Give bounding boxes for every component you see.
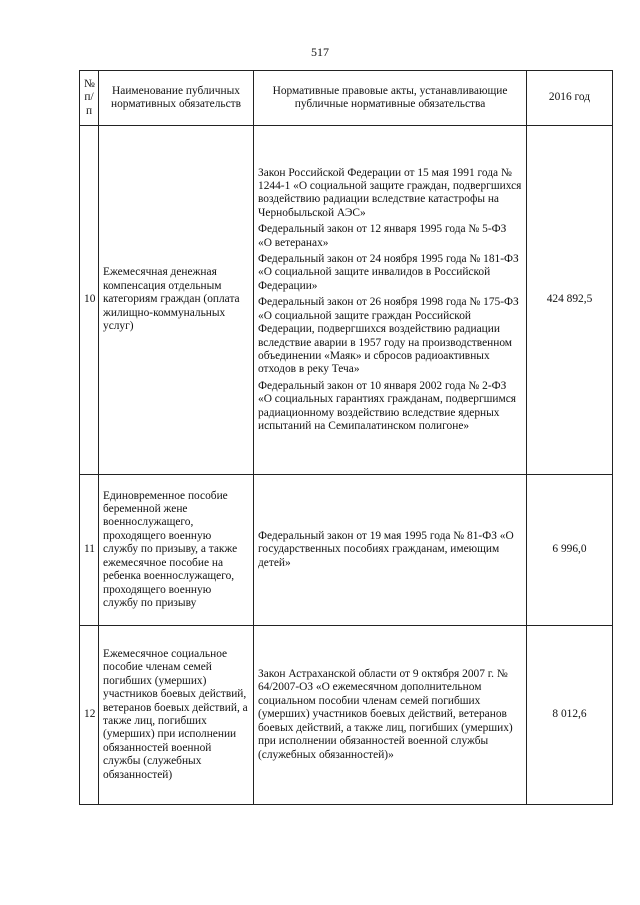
- header-obligation-name: Наименование публичных нормативных обязательств: [99, 71, 254, 126]
- legal-act: Закон Российской Федерации от 15 мая 1991 года № 1244-1 «О социальной защите граждан, подвергшихся воздействию радиации вследствие катастрофы на Чернобыльской АЭС»: [258, 166, 522, 219]
- legal-act: Федеральный закон от 24 ноября 1995 года № 181-ФЗ «О социальной защите инвалидов в Российской Федерации»: [258, 253, 519, 292]
- obligations-table: [79, 70, 613, 805]
- obligation-name: Ежемесячное социальное пособие членам семей погибших (умерших) участников боевых действий, ветеранов боевых действий, а также лиц, погибших (умерших) при исполнении обязанностей военной службы (служебных обязанностей): [99, 626, 254, 805]
- header-number: № п/п: [80, 71, 99, 126]
- table-row: [80, 126, 613, 475]
- legal-act: Федеральный закон от 12 января 1995 года № 5-ФЗ «О ветеранах»: [258, 223, 507, 249]
- page-number: 517: [311, 45, 329, 59]
- legal-acts-cell: [254, 126, 527, 475]
- row-number: 11: [80, 475, 99, 626]
- table-row: [80, 475, 613, 626]
- table-header-row: [80, 71, 613, 126]
- legal-act: Федеральный закон от 26 ноября 1998 года № 175-ФЗ «О социальной защите граждан Российской Федерации, подвергшихся воздействию радиации вследствие аварии в 1957 году на производственном объединении «Маяк» и сбросов радиоактивных отходов в реку Теча»: [258, 296, 519, 376]
- obligation-name: Единовременное пособие беременной жене военнослужащего, проходящего военную службу по призыву, а также ежемесячное пособие на ребенка военнослужащего, проходящего военную службу по призыву: [99, 475, 254, 626]
- row-number: 12: [80, 626, 99, 805]
- obligation-name: Ежемесячная денежная компенсация отдельным категориям граждан (оплата жилищно-коммунальных услуг): [99, 126, 254, 475]
- amount-2016: 6 996,0: [527, 475, 613, 626]
- row-number: 10: [80, 126, 99, 475]
- legal-act: Федеральный закон от 10 января 2002 года № 2-ФЗ «О социальных гарантиях гражданам, подвергшимся радиационному воздействию вследствие ядерных испытаний на Семипалатинском полигоне»: [258, 379, 517, 432]
- legal-acts-cell: [254, 626, 527, 805]
- amount-2016: 424 892,5: [527, 126, 613, 475]
- legal-act: Закон Астраханской области от 9 октября 2007 г. № 64/2007-ОЗ «О ежемесячном дополнительном социальном пособии членам семей погибших (умерших) участников боевых действий, ветеранов боевых действий, а также лиц, погибших (умерших) при исполнении обязанностей военной службы (служебных обязанностей)»: [258, 668, 513, 761]
- header-legal-acts: Нормативные правовые акты, устанавливающие публичные нормативные обязательства: [254, 71, 527, 126]
- amount-2016: 8 012,6: [527, 626, 613, 805]
- legal-acts-cell: [254, 475, 527, 626]
- legal-act: Федеральный закон от 19 мая 1995 года № 81-ФЗ «О государственных пособиях гражданам, имеющим детей»: [258, 529, 514, 569]
- table-row: [80, 626, 613, 805]
- header-year-2016: 2016 год: [527, 71, 613, 126]
